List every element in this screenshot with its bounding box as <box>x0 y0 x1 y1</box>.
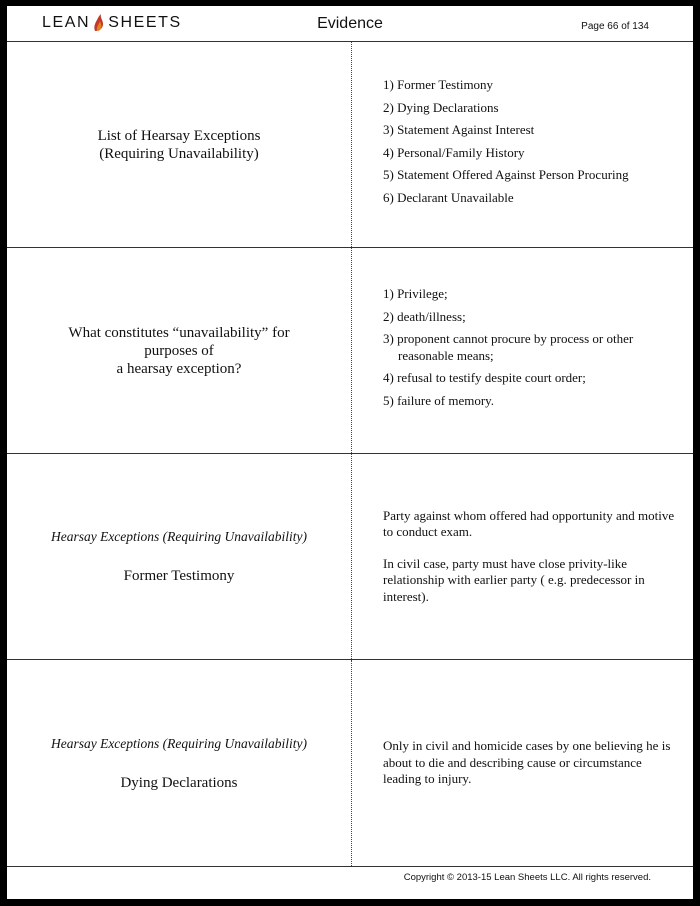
answer-item: 6) Declarant Unavailable <box>383 189 514 205</box>
answer-item: 5) failure of memory. <box>383 392 495 408</box>
flashcard-grid <box>7 41 693 867</box>
answer-item: 3) proponent cannot procure by process or other reasonable means; <box>383 331 634 363</box>
answer-item: 2) Dying Declarations <box>383 99 499 115</box>
flashcard-row <box>7 248 693 454</box>
logo-text-left: LEAN <box>42 14 91 31</box>
logo-text-right: SHEETS <box>108 14 182 31</box>
answer-list <box>383 77 683 212</box>
question-line: a hearsay exception? <box>116 360 242 377</box>
header <box>7 6 693 41</box>
card-question <box>7 248 351 453</box>
card-category: Hearsay Exceptions (Requiring Unavailability) <box>50 529 308 544</box>
question-line: purposes of <box>144 342 214 359</box>
card-divider <box>351 454 352 659</box>
answer-item: 1) Privilege; <box>383 286 448 301</box>
answer-item: 4) Personal/Family History <box>383 144 525 160</box>
flashcard-row <box>7 660 693 867</box>
answer-paragraph: In civil case, party must have close privity-like relationship with earlier party ( e.g. predecessor in interest). <box>383 555 645 604</box>
card-divider <box>351 660 352 866</box>
flashcard-row <box>7 454 693 660</box>
card-subject: Dying Declarations <box>120 774 238 791</box>
answer-item: 5) Statement Offered Against Person Procuring <box>383 167 629 182</box>
page-number: Page 66 of 134 <box>581 21 649 32</box>
card-answer <box>383 454 683 659</box>
page <box>7 6 693 899</box>
question-line: What constitutes “unavailability” for <box>68 324 290 341</box>
card-question <box>7 42 351 247</box>
card-divider <box>351 248 352 453</box>
question-line: List of Hearsay Exceptions <box>97 127 261 144</box>
answer-paragraph: Party against whom offered had opportunity and motive to conduct exam. <box>383 507 675 540</box>
answer-item: 2) death/illness; <box>383 308 466 324</box>
answer-list <box>383 286 683 415</box>
card-divider <box>351 42 352 247</box>
copyright-footer: Copyright © 2013-15 Lean Sheets LLC. All rights reserved. <box>403 872 651 883</box>
question-line: (Requiring Unavailability) <box>99 145 259 162</box>
document-title: Evidence <box>317 15 383 32</box>
answer-paragraph: Only in civil and homicide cases by one believing he is about to die and describing cause or circumstance leading to injury. <box>383 738 671 787</box>
card-subject: Former Testimony <box>123 568 235 584</box>
flashcard-row <box>7 42 693 248</box>
answer-item: 3) Statement Against Interest <box>383 122 535 137</box>
answer-item: 4) refusal to testify despite court order; <box>383 370 586 385</box>
answer-item: 1) Former Testimony <box>383 77 494 92</box>
card-answer <box>383 42 683 247</box>
card-question <box>7 454 351 659</box>
card-answer <box>383 248 683 453</box>
card-category: Hearsay Exceptions (Requiring Unavailability) <box>50 735 308 751</box>
card-question <box>7 660 351 866</box>
card-answer <box>383 660 683 866</box>
